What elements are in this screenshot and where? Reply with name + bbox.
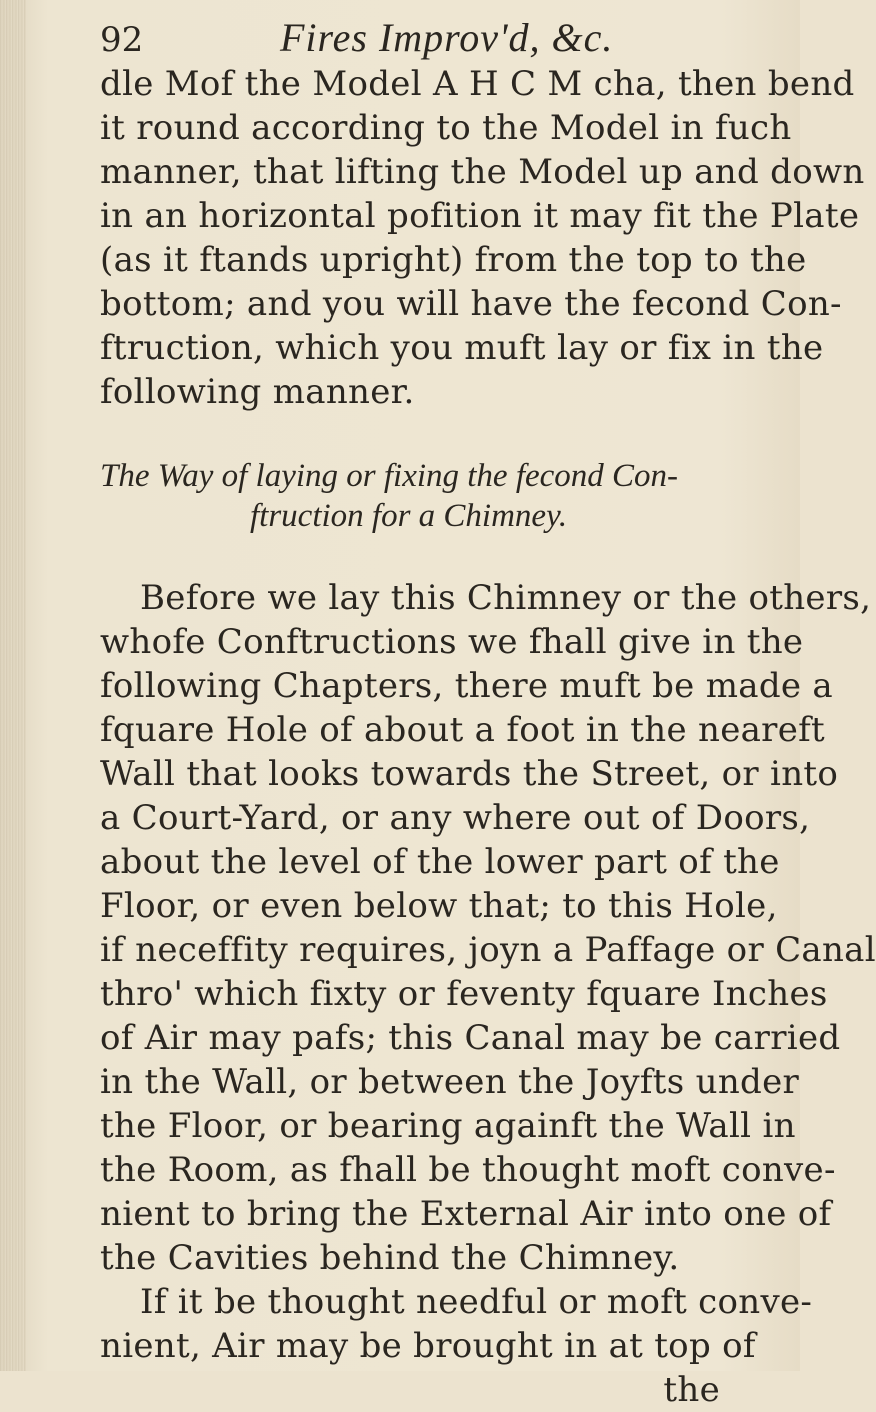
text-line: (as it ftands upright) from the top to the bbox=[100, 240, 807, 280]
page-header bbox=[100, 14, 790, 62]
page-content bbox=[100, 14, 876, 1412]
heading-line: The Way of laying or fixing the fecond Con- bbox=[100, 458, 679, 494]
text-line: in the Wall, or between the Joyfts under bbox=[100, 1062, 800, 1102]
text-line: whofe Conftructions we fhall give in the bbox=[100, 622, 804, 662]
page-number: 92 bbox=[100, 20, 144, 60]
catchword: the bbox=[663, 1370, 720, 1410]
paragraph-1 bbox=[100, 62, 865, 414]
page-gutter-edge bbox=[0, 0, 26, 1371]
text-line: the Cavities behind the Chimney. bbox=[100, 1238, 680, 1278]
text-line: Floor, or even below that; to this Hole, bbox=[100, 886, 778, 926]
text-line: bottom; and you will have the fecond Con- bbox=[100, 284, 842, 324]
text-line: the Room, as fhall be thought moft conve- bbox=[100, 1150, 836, 1190]
text-line: thro' which fixty or feventy fquare Inches bbox=[100, 974, 828, 1014]
text-line: ftruction, which you muft lay or fix in the bbox=[100, 328, 824, 368]
text-line: of Air may pafs; this Canal may be carried bbox=[100, 1018, 841, 1058]
text-line: Before we lay this Chimney or the others, bbox=[140, 578, 872, 618]
text-line: fquare Hole of about a foot in the neareft bbox=[100, 710, 826, 750]
text-line: following Chapters, there muft be made a bbox=[100, 666, 833, 706]
text-line: Wall that looks towards the Street, or into bbox=[100, 754, 839, 794]
text-line: If it be thought needful or moft conve- bbox=[140, 1282, 813, 1322]
text-line: if neceffity requires, joyn a Paffage or Canal bbox=[100, 930, 876, 970]
text-line: the Floor, or bearing againft the Wall in bbox=[100, 1106, 796, 1146]
heading-line: ftruction for a Chimney. bbox=[250, 498, 568, 534]
paragraph-2 bbox=[100, 576, 876, 1280]
text-line: about the level of the lower part of the bbox=[100, 842, 780, 882]
text-line: nient to bring the External Air into one of bbox=[100, 1194, 832, 1234]
running-title: Fires Improv'd, &c. bbox=[280, 15, 614, 60]
text-line: following manner. bbox=[100, 372, 415, 412]
paragraph-3 bbox=[100, 1280, 813, 1412]
text-line: it round according to the Model in fuch bbox=[100, 108, 792, 148]
text-line: in an horizontal pofition it may fit the Plate bbox=[100, 196, 860, 236]
text-line: dle Mof the Model A H C M cha, then bend bbox=[100, 64, 855, 104]
text-line: nient, Air may be brought in at top of bbox=[100, 1326, 756, 1366]
text-line: a Court-Yard, or any where out of Doors, bbox=[100, 798, 811, 838]
text-line: manner, that lifting the Model up and down bbox=[100, 152, 865, 192]
section-heading bbox=[100, 456, 790, 536]
